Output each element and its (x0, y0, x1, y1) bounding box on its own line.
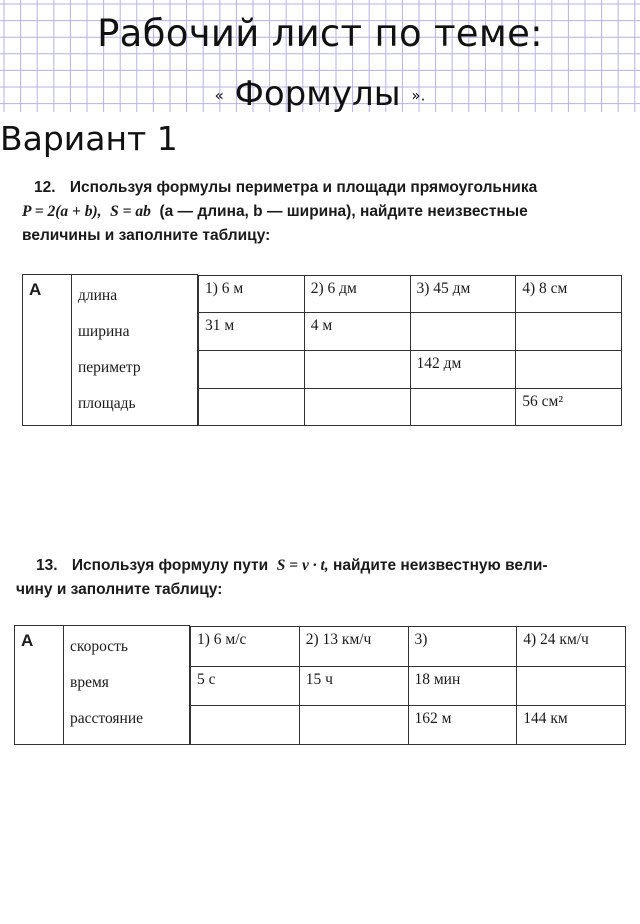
task-13-number: 13. (36, 557, 58, 574)
table-label: A (23, 275, 72, 426)
table-cell (516, 351, 621, 355)
table-cell: 4) 24 км/ч (523, 630, 589, 648)
motion-table (14, 625, 626, 745)
task-13-text-a: Используя формулу пути (71, 557, 269, 574)
task-12-line3: величины и заполните таблицу: (22, 227, 271, 244)
row-label-area: площадь (78, 395, 136, 412)
variant-label: Вариант 1 (0, 119, 178, 158)
table-cell: 56 см² (522, 392, 563, 410)
table-cell: 18 мин (414, 670, 461, 688)
row-label-speed: скорость (70, 638, 128, 655)
values-grid-cell (190, 626, 627, 745)
table-cell (199, 389, 304, 393)
task-12-legend: (a — длина, b — ширина), найдите неизвестные (159, 203, 528, 220)
row-labels-cell (64, 626, 190, 745)
rectangle-table (22, 274, 622, 426)
task-13-text-b: найдите неизвестную вели- (333, 557, 548, 574)
worksheet-topic (0, 74, 640, 114)
table-cell (305, 351, 410, 355)
row-label-time: время (70, 674, 109, 691)
table-cell: 15 ч (305, 670, 333, 688)
table-cell: 144 км (523, 709, 568, 727)
table-cell (411, 313, 516, 317)
task-12-text (22, 176, 622, 248)
table-cell (300, 706, 408, 710)
task-12-line1: Используя формулы периметра и площади прямоугольника (69, 179, 538, 196)
row-label-perimeter: периметр (78, 359, 141, 376)
perimeter-formula: P = 2(a + b), (22, 203, 102, 220)
table-cell: 2) 13 км/ч (305, 630, 372, 648)
task-12-number: 12. (34, 179, 56, 196)
table-cell (411, 389, 516, 393)
table-cell (305, 389, 410, 393)
row-labels-cell (72, 275, 198, 426)
table-cell: 5 с (197, 670, 216, 688)
table-cell: 142 дм (416, 354, 462, 372)
table-cell (516, 313, 621, 317)
task-13-line2: чину и заполните таблицу: (16, 581, 223, 598)
table-label: A (15, 626, 64, 745)
quote-close: ». (411, 86, 426, 105)
table-cell (199, 351, 304, 355)
table-cell (191, 706, 299, 710)
table-cell: 1) 6 м (205, 279, 244, 297)
table-cell: 3) 45 дм (416, 279, 471, 297)
values-grid (198, 275, 622, 426)
task-13-text (16, 554, 626, 602)
table-cell: 4) 8 см (522, 279, 568, 297)
topic-text: Формулы (234, 74, 401, 114)
area-formula: S = ab (110, 203, 151, 220)
table-cell: 162 м (414, 709, 452, 727)
path-formula: S = v · t, (276, 557, 329, 574)
table-cell: 1) 6 м/с (197, 630, 247, 648)
table-cell (517, 667, 625, 671)
row-label-distance: расстояние (70, 710, 144, 727)
worksheet-title: Рабочий лист по теме: (97, 12, 543, 55)
table-cell: 4 м (310, 316, 333, 334)
quote-open: « (214, 86, 224, 105)
table-cell: 2) 6 дм (310, 279, 357, 297)
row-label-width: ширина (78, 323, 130, 340)
values-grid-cell (198, 275, 623, 426)
table-cell: 3) (414, 630, 428, 648)
table-cell: 31 м (205, 316, 235, 334)
values-grid (190, 626, 626, 745)
row-label-length: длина (78, 287, 118, 304)
